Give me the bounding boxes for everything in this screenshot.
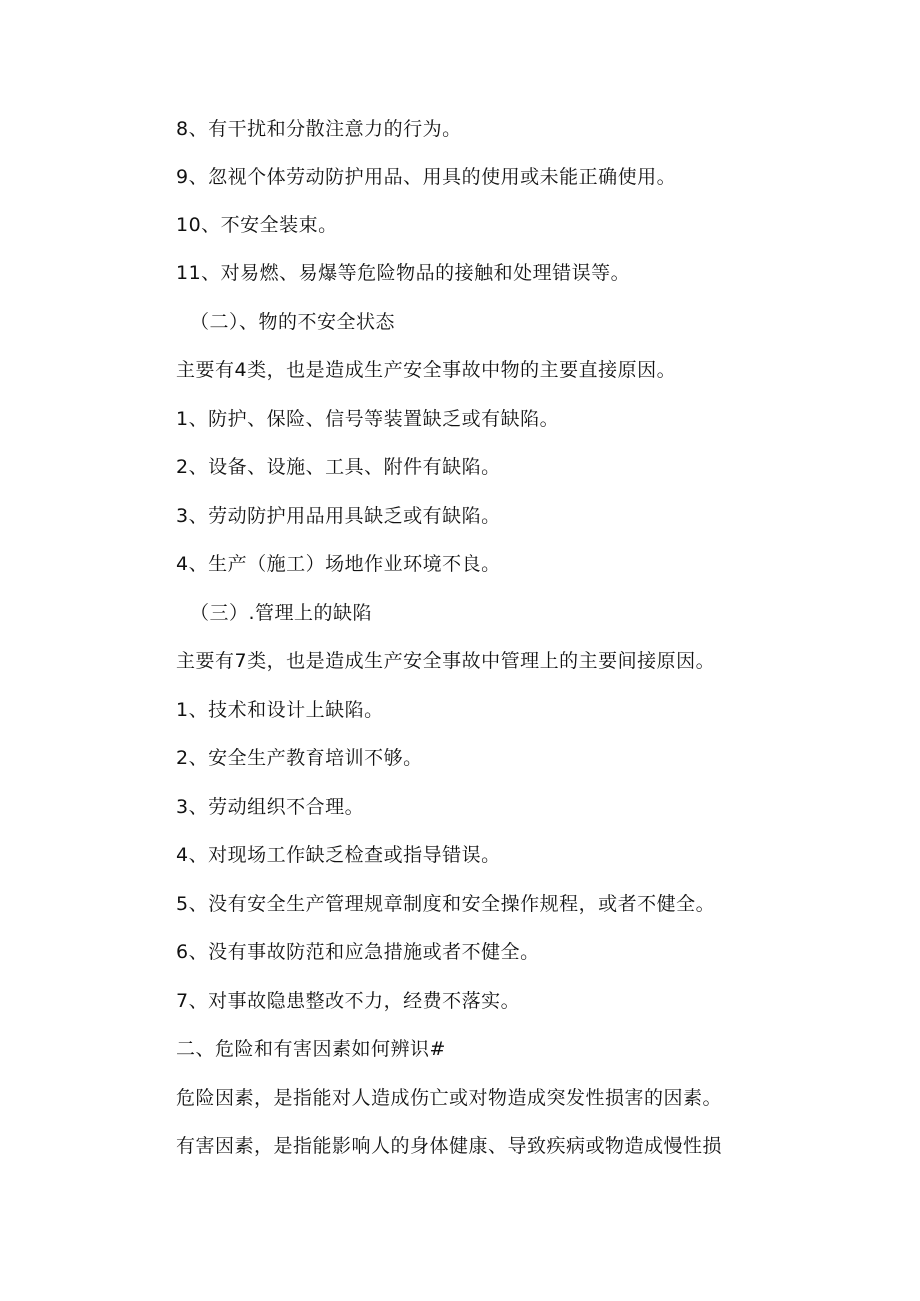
text-line: 8、有干扰和分散注意力的行为。 — [176, 118, 462, 140]
text-line: 3、劳动组织不合理。 — [176, 796, 365, 818]
section-heading: （三）.管理上的缺陷 — [190, 602, 373, 624]
text-line: 6、没有事故防范和应急措施或者不健全。 — [176, 941, 540, 963]
section-heading: 二、危险和有害因素如何辨识# — [176, 1038, 446, 1060]
text-line: 11、对易燃、易爆等危险物品的接触和处理错误等。 — [176, 262, 631, 284]
text-line: 1、防护、保险、信号等装置缺乏或有缺陷。 — [176, 408, 560, 430]
text-line: 主要有4类，也是造成生产安全事故中物的主要直接原因。 — [176, 359, 677, 381]
text-line: 2、安全生产教育培训不够。 — [176, 747, 423, 769]
text-line: 2、设备、设施、工具、附件有缺陷。 — [176, 456, 501, 478]
text-line: 3、劳动防护用品用具缺乏或有缺陷。 — [176, 505, 501, 527]
section-heading: （二）、物的不安全状态 — [190, 311, 396, 333]
text-line: 危险因素，是指能对人造成伤亡或对物造成突发性损害的因素。 — [176, 1087, 723, 1109]
text-line: 7、对事故隐患整改不力，经费不落实。 — [176, 990, 521, 1012]
text-line: 主要有7类，也是造成生产安全事故中管理上的主要间接原因。 — [176, 650, 716, 672]
text-line: 9、忽视个体劳动防护用品、用具的使用或未能正确使用。 — [176, 166, 677, 188]
text-line: 4、生产（施工）场地作业环境不良。 — [176, 553, 501, 575]
text-line: 有害因素，是指能影响人的身体健康、导致疾病或物造成慢性损 — [176, 1135, 723, 1157]
text-line: 4、对现场工作缺乏检查或指导错误。 — [176, 844, 501, 866]
text-line: 5、没有安全生产管理规章制度和安全操作规程，或者不健全。 — [176, 893, 716, 915]
text-line: 10、不安全装束。 — [176, 214, 338, 236]
text-line: 1、技术和设计上缺陷。 — [176, 699, 384, 721]
